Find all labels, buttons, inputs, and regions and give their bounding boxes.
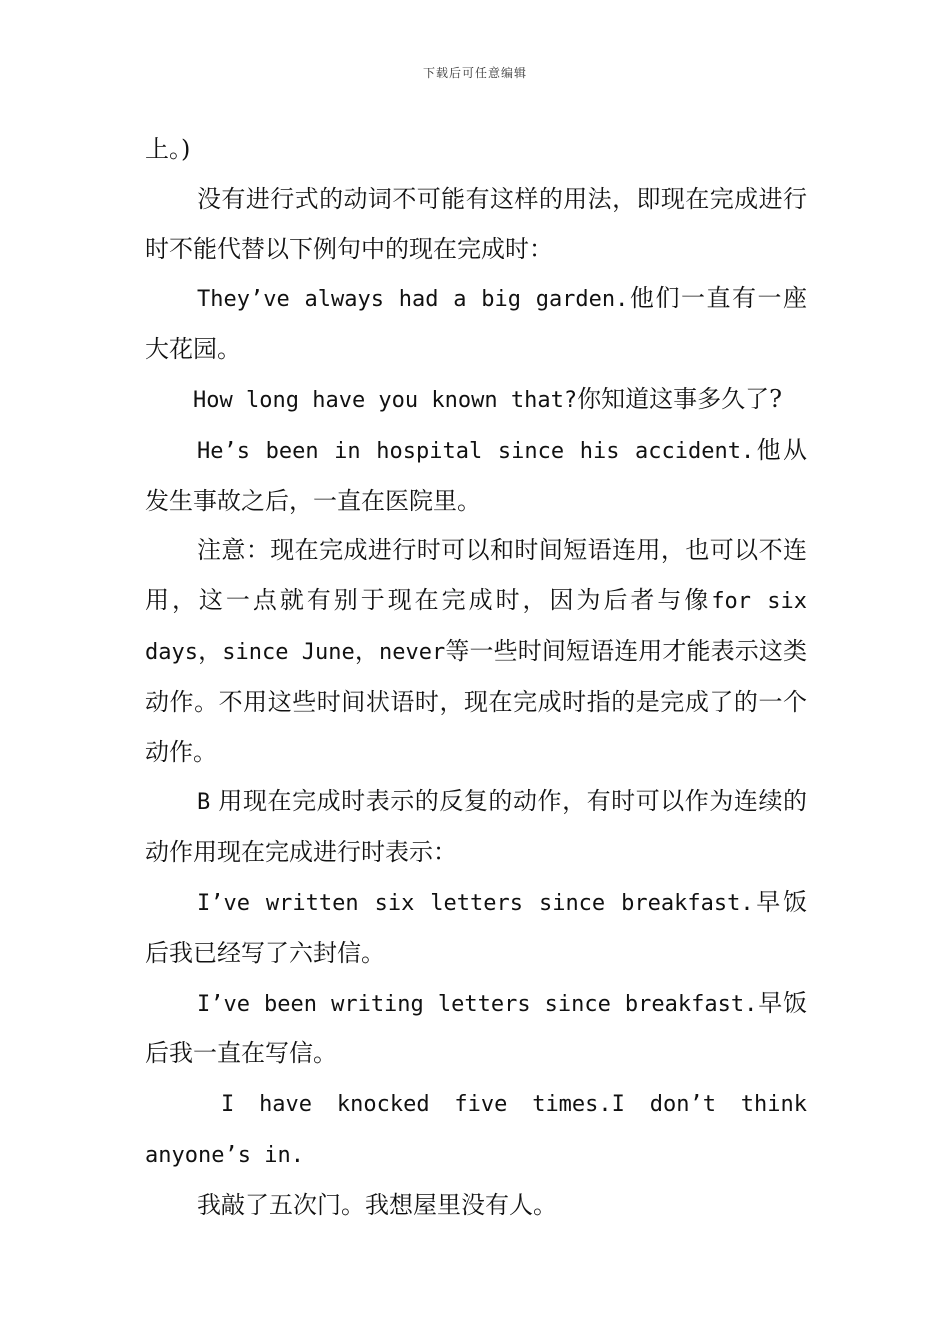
- paragraph-explanation: 没有进行式的动词不可能有这样的用法，即现在完成进行时不能代替以下例句中的现在完成时：: [145, 184, 807, 263]
- note-english-2: since June: [222, 639, 355, 665]
- example-chinese: 你知道这事多久了?: [577, 384, 782, 413]
- example-english: They’ve always had a big garden.: [197, 287, 629, 313]
- note-separator-2: ，: [354, 636, 380, 665]
- section-b-text: 用现在完成时表示的反复的动作，有时可以作为连续的动作用现在完成进行时表示：: [145, 787, 807, 867]
- page-header: 下载后可任意编辑: [422, 66, 527, 80]
- example-english: anyone’s in.: [145, 1142, 304, 1168]
- example-english: I’ve been writing letters since breakfast.: [197, 991, 758, 1017]
- example-chinese: 早饭后我一直在写信。: [145, 988, 808, 1068]
- example-sentence-knocked-line2: [145, 1130, 807, 1181]
- note-separator-1: ，: [197, 636, 223, 665]
- example-chinese: 他们一直有一座大花园。: [145, 284, 808, 364]
- document-body: [145, 125, 807, 1231]
- example-sentence-hospital: [145, 426, 807, 527]
- note-text-b: 等一些时间短语连用才能表示这类动作。不用这些时间状语时，现在完成时指的是完成了的一个动作。: [145, 636, 808, 766]
- paragraph-section-b: [145, 777, 807, 878]
- section-letter: B: [197, 790, 211, 816]
- example-chinese: 早饭后我已经写了六封信。: [145, 887, 807, 967]
- example-english: He’s been in hospital since his accident.: [197, 438, 755, 464]
- example-sentence-known: [145, 375, 807, 426]
- example-sentence-writing: [145, 979, 807, 1080]
- example-translation-knocked: 我敲了五次门。我想屋里没有人。: [197, 1190, 557, 1219]
- example-sentence-garden: [145, 274, 807, 375]
- example-sentence-written: [145, 878, 807, 979]
- example-english: I’ve written six letters since breakfast.: [197, 890, 754, 916]
- paragraph-continuation: 上。): [145, 135, 191, 163]
- note-english-3: never: [379, 639, 446, 665]
- note-english-1: for six days: [145, 589, 807, 665]
- example-english: How long have you known that?: [193, 387, 578, 413]
- example-chinese: 他从发生事故之后，一直在医院里。: [145, 435, 807, 515]
- paragraph-note: [145, 526, 807, 777]
- example-english: I have knocked five times.I don’t think: [221, 1092, 807, 1118]
- note-text-a: 注意：现在完成进行时可以和时间短语连用，也可以不连用，这一点就有别于现在完成时，因为后者与像: [145, 536, 807, 615]
- example-sentence-knocked-line1: [145, 1079, 807, 1130]
